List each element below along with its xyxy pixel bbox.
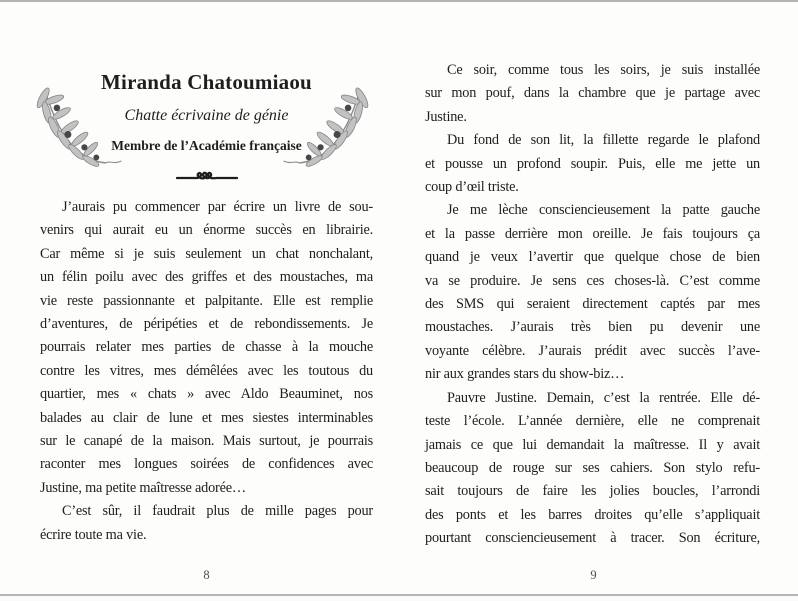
text-line: Pauvre Justine. Demain, c’est la rentrée. Elle dé- <box>447 389 760 406</box>
text-line: sur le canapé de la maison. Mais surtout, je pourrais <box>40 433 373 450</box>
paragraph <box>425 387 760 551</box>
text-line: moustaches. J’aurais très bien pu devenir une <box>425 319 760 336</box>
text-line: sur mon pouf, dans la chambre que je partage avec <box>425 85 760 102</box>
page-number-left: 8 <box>203 568 210 582</box>
text-line: nir aux grandes stars du show-biz… <box>425 366 625 383</box>
paragraph <box>425 129 760 199</box>
text-line: Du fond de son lit, la fillette regarde le plafond <box>447 132 760 149</box>
text-line: des ponts et les barres droites qu’elle s’appliquait <box>425 506 760 523</box>
text-line: coup d’œil triste. <box>425 179 519 196</box>
paragraph <box>425 199 760 386</box>
text-line: des SMS qui seraient directement captés par mes <box>425 296 760 313</box>
twisted-rope-divider-icon <box>175 168 239 186</box>
left-page-text <box>40 196 373 547</box>
olive-branch-icon <box>34 82 122 176</box>
text-line: Ce soir, comme tous les soirs, je suis installée <box>447 62 760 78</box>
text-line: J’aurais pu commencer par écrire un livre de sou- <box>62 199 373 215</box>
author-header <box>40 70 373 186</box>
paragraph <box>425 59 760 129</box>
window-bottom-margin <box>0 596 798 601</box>
text-line: venirs qui aurait eu un énorme succès en librairie. <box>40 222 373 239</box>
author-subtitle: Chatte écrivaine de génie <box>124 107 289 124</box>
page-number-right: 9 <box>590 568 597 582</box>
text-line: et pousse un profond soupir. Puis, elle me jette un <box>425 155 760 172</box>
text-line: vie reste passionnante et palpitante. Elle est remplie <box>40 292 373 309</box>
author-name: Miranda Chatoumiaou <box>101 70 312 94</box>
paragraph <box>40 500 373 547</box>
text-line: pourrais relater mes parties de chasse à la mouche <box>40 339 373 356</box>
text-line: voyante célèbre. J’aurais prédit avec succès l’ave- <box>425 342 760 359</box>
author-affiliation: Membre de l’Académie française <box>111 138 302 153</box>
text-line: sait toujours de faire les jolies boucles, l’arrondi <box>425 483 760 500</box>
text-line: quand je veux l’avertir que quelque chose de bien <box>425 249 760 266</box>
right-page-text <box>425 59 760 551</box>
text-line: raconter mes longues soirées de confidences avec <box>40 456 373 473</box>
text-line: Justine, ma petite maîtresse adorée… <box>40 479 246 496</box>
text-line: C’est sûr, il faudrait plus de mille pages pour <box>62 503 373 520</box>
text-line: pourtant consciencieusement à tracer. Son écriture, <box>425 530 760 547</box>
text-line: balades au clair de lune et mes siestes interminables <box>40 409 373 426</box>
olive-branch-icon <box>283 82 371 176</box>
text-line: Car même si je suis seulement un chat nonchalant, <box>40 245 373 262</box>
text-line: contre les vitres, mes démêlées avec les toutous du <box>40 362 373 379</box>
text-line: quartier, mes « chats » avec Aldo Beauminet, nos <box>40 386 373 403</box>
window-top-edge <box>0 0 798 2</box>
text-line: un félin poilu avec des griffes et des moustaches, ma <box>40 269 373 286</box>
text-line: jamais ce que lui demandait la maîtresse. Il y avait <box>425 436 760 453</box>
text-line: beaucoup de rouge sur ses cahiers. Son stylo refu- <box>425 459 760 476</box>
text-line: écrire toute ma vie. <box>40 526 147 543</box>
paragraph <box>40 196 373 500</box>
text-line: et la passe derrière mon oreille. Je fais toujours ça <box>425 225 760 242</box>
text-line: d’aventures, de péripéties et de rebondissements. Je <box>40 316 373 333</box>
text-line: va se produire. Je sens ces choses-là. C’est comme <box>425 272 760 289</box>
text-line: Justine. <box>425 108 467 125</box>
text-line: Je me lèche consciencieusement la patte gauche <box>447 202 760 219</box>
text-line: teste l’école. L’année dernière, elle ne comprenait <box>425 413 760 430</box>
